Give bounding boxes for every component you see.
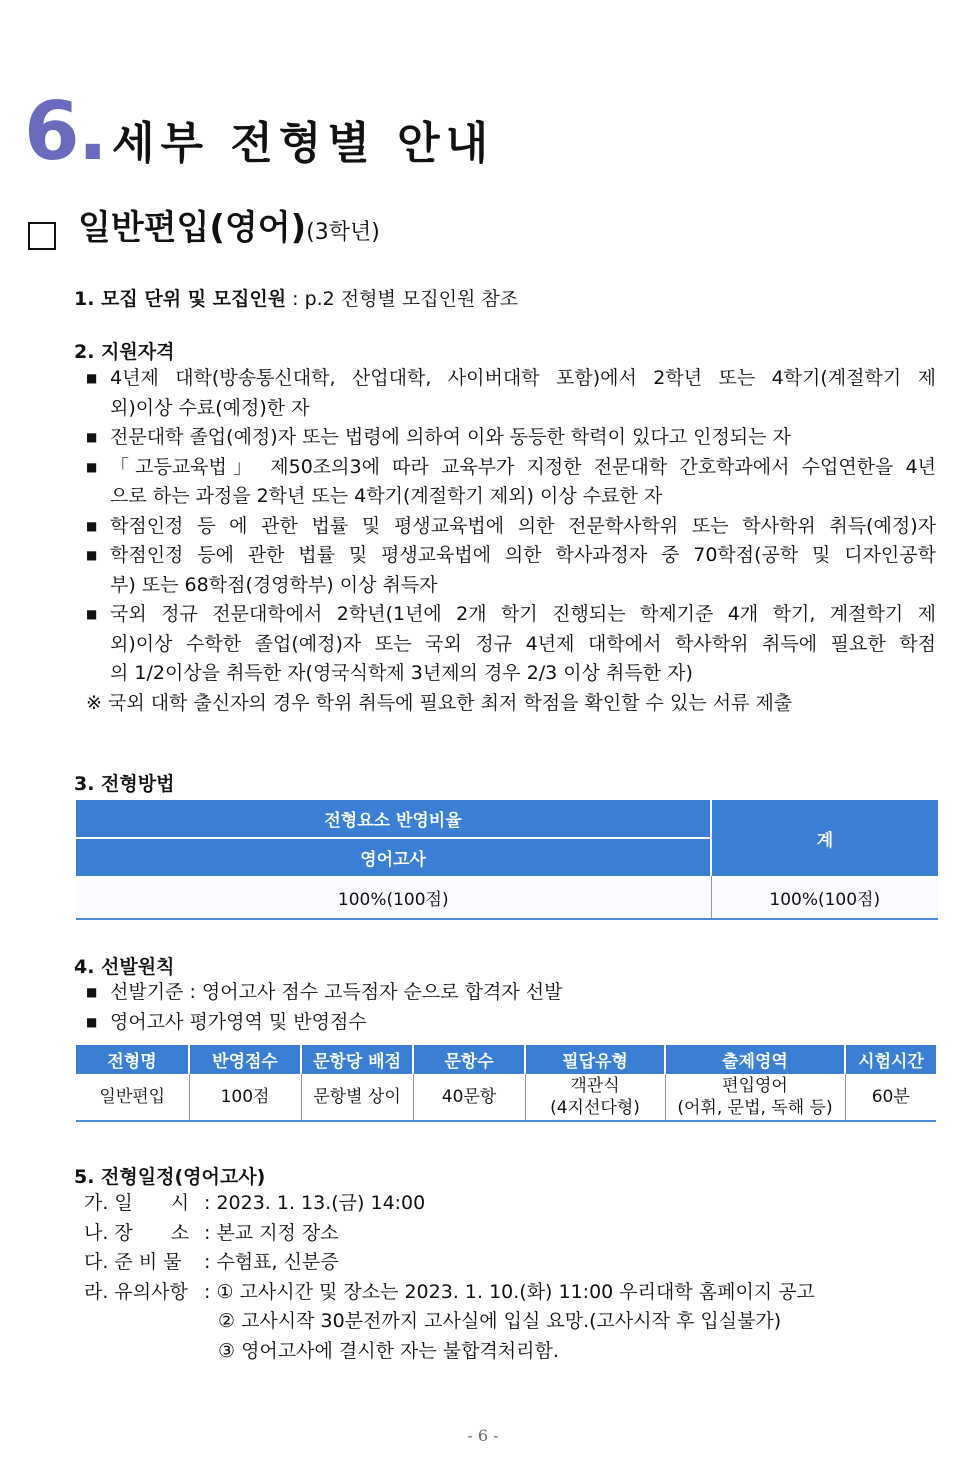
table-header-total: 계 — [711, 800, 938, 876]
col-header-type: 필답유형 — [525, 1045, 665, 1074]
qualification-5: 학점인정 등에 관한 법률 및 평생교육법에 의한 학사과정자 중 70학점(공학 및 디자인공학 — [110, 544, 936, 566]
bullet-icon: ■ — [86, 548, 98, 562]
cell-points: 문항별 상이 — [301, 1074, 413, 1121]
item1-heading: 1. 모집 단위 및 모집인원 — [74, 288, 287, 310]
english-test-table — [76, 1045, 936, 1122]
schedule-row — [84, 1189, 425, 1219]
cell-count: 40문항 — [413, 1074, 525, 1121]
col-header-score: 반영점수 — [189, 1045, 301, 1074]
qualification-2: 전문대학 졸업(예정)자 또는 법령에 의하여 이와 동등한 학력이 있다고 인정되는 자 — [110, 426, 791, 448]
schedule-row — [84, 1248, 339, 1278]
bullet-icon: ■ — [86, 985, 98, 999]
qualification-3-cont: 으로 하는 과정을 2학년 또는 4학기(계절학기 제외) 이상 수료한 자 — [110, 485, 663, 507]
english-test-area-label: 영어고사 평가영역 및 반영점수 — [110, 1010, 367, 1033]
qualification-1-cont — [110, 394, 936, 424]
cell-score: 100점 — [189, 1074, 301, 1121]
schedule-note: ③ 영어고사에 결시한 자는 불합격처리함. — [218, 1339, 559, 1362]
col-header-points: 문항당 배점 — [301, 1045, 413, 1074]
bullet-icon: ■ — [86, 1014, 98, 1029]
cell-type-line1: 객관식 — [570, 1076, 620, 1096]
cell-area — [665, 1074, 845, 1121]
cell-type-line2: (4지선다형) — [550, 1098, 640, 1118]
qualification-1 — [110, 364, 936, 394]
schedule-label: 다. 준 비 물 — [84, 1251, 182, 1273]
schedule-label: 라. 유의사항 — [84, 1280, 188, 1303]
item4-heading: 4. 선발원칙 — [74, 956, 175, 978]
selection-method-table — [76, 800, 938, 920]
bullet-icon: ■ — [86, 371, 98, 385]
schedule-value: : ① 고사시간 및 장소는 2023. 1. 10.(화) 11:00 우리대학 홈페이지 공고 — [204, 1280, 815, 1303]
qualification-6: 국외 정규 전문대학에서 2학년(1년에 2개 학기 진행되는 학제기준 4개 학기, 계절학기 제 — [110, 603, 936, 625]
item2-heading: 2. 지원자격 — [74, 341, 175, 363]
cell-type — [525, 1074, 665, 1121]
cell-area-line2: (어휘, 문법, 독해 등) — [677, 1098, 833, 1118]
qualification-6-cont: 외)이상 수학한 졸업(예정)자 또는 국외 정규 4년제 대학에서 학사학위 취득에 필요한 학점 — [110, 632, 936, 655]
section-subtitle: (3학년) — [306, 220, 380, 245]
col-header-area: 출제영역 — [665, 1045, 845, 1074]
item5-heading: 5. 전형일정(영어고사) — [74, 1166, 266, 1188]
section-title — [78, 208, 380, 249]
schedule-value: : 본교 지정 장소 — [204, 1221, 339, 1244]
qualification-1-line1: 4년제 대학(방송통신대학, 산업대학, 사이버대학 포함)에서 2학년 또는 4학기(계절학기 제 — [110, 367, 936, 389]
table-cell-english: 100%(100점) — [76, 876, 711, 919]
cell-name: 일반편입 — [76, 1074, 189, 1121]
table-header-ratio: 전형요소 반영비율 — [76, 800, 711, 838]
chapter-title: 세부 전형별 안내 — [112, 118, 495, 169]
item3-heading: 3. 전형방법 — [74, 773, 175, 795]
col-header-count: 문항수 — [413, 1045, 525, 1074]
cell-area-line1: 편입영어 — [722, 1076, 788, 1096]
bullet-icon: ■ — [86, 459, 98, 474]
selection-criteria: 선발기준 : 영어고사 점수 고득점자 순으로 합격자 선발 — [110, 981, 563, 1003]
schedule-label: 가. 일 시 — [84, 1192, 190, 1214]
table-cell-total: 100%(100점) — [711, 876, 938, 919]
page-number: - 6 - — [467, 1426, 499, 1445]
schedule-value: : 2023. 1. 13.(금) 14:00 — [204, 1192, 426, 1214]
item1 — [74, 285, 518, 315]
section-title-main: 일반편입(영어) — [78, 208, 307, 248]
qualification-3: 「고등교육법」 제50조의3에 따라 교육부가 지정한 전문대학 간호학과에서 수업연한을 4년 — [110, 455, 936, 478]
schedule-row — [84, 1278, 815, 1308]
schedule-label: 나. 장 소 — [84, 1221, 190, 1244]
item1-text: : p.2 전형별 모집인원 참조 — [286, 288, 519, 310]
qualification-6-cont2: 의 1/2이상을 취득한 자(영국식학제 3년제의 경우 2/3 이상 취득한 자) — [110, 662, 693, 684]
bullet-icon: ■ — [86, 430, 98, 444]
col-header-time: 시험시간 — [845, 1045, 936, 1074]
qualification-4: 학점인정 등 에 관한 법률 및 평생교육법에 의한 전문학사학위 또는 학사학위 취득(예정)자 — [110, 514, 936, 537]
table-header-english: 영어고사 — [76, 838, 711, 876]
schedule-row — [84, 1219, 339, 1249]
qualification-5-cont: 부) 또는 68학점(경영학부) 이상 취득자 — [110, 573, 438, 596]
cell-time: 60분 — [845, 1074, 936, 1121]
schedule-note: ② 고사시작 30분전까지 고사실에 입실 요망.(고사시작 후 입실불가) — [218, 1310, 782, 1332]
qualification-note: ※ 국외 대학 출신자의 경우 학위 취득에 필요한 최저 학점을 확인할 수 있는 서류 제출 — [86, 691, 793, 714]
col-header-name: 전형명 — [76, 1045, 189, 1074]
bullet-icon: ■ — [86, 518, 98, 533]
checkbox-square-icon — [28, 222, 56, 250]
chapter-number: 6. — [24, 85, 107, 178]
bullet-icon: ■ — [86, 607, 98, 621]
qualification-1-line2: 외)이상 수료(예정)한 자 — [110, 396, 310, 419]
schedule-value: : 수험표, 신분증 — [204, 1251, 339, 1273]
